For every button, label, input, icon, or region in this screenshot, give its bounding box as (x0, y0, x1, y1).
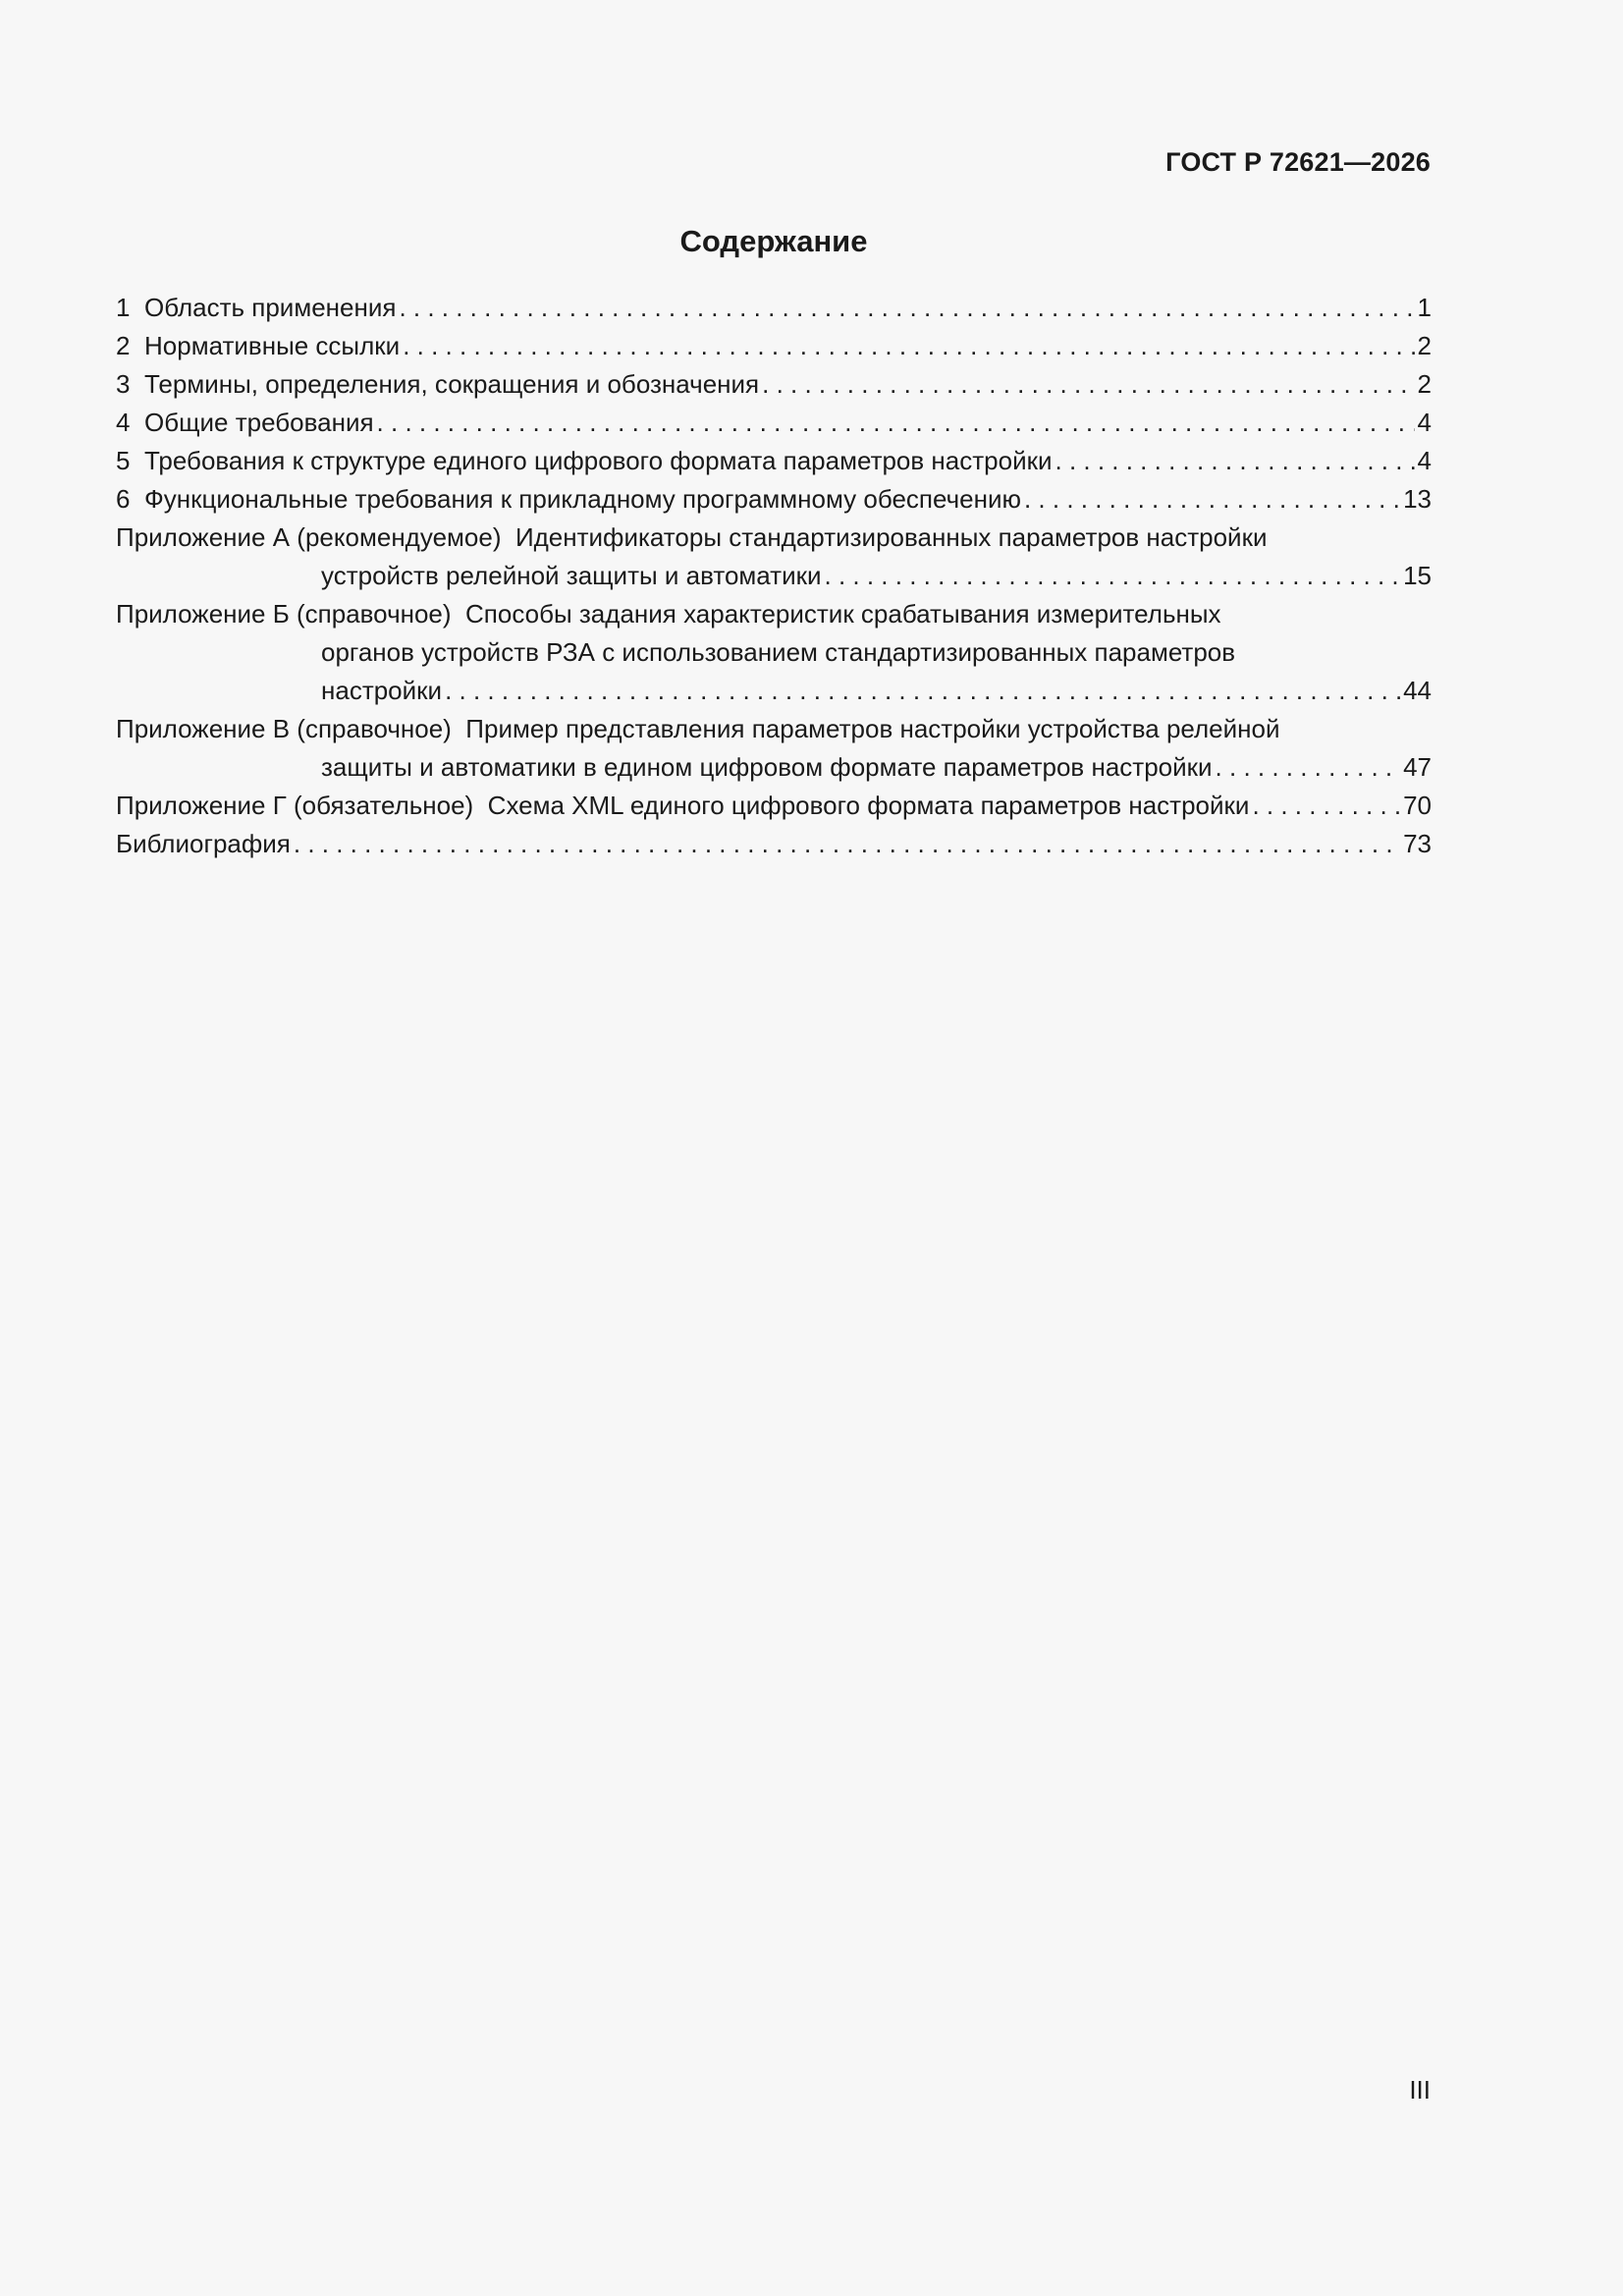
toc-item-page: 13 (1403, 484, 1432, 514)
toc-item[interactable] (116, 404, 1432, 442)
toc-item[interactable] (116, 480, 1432, 519)
toc-item-title: Область применения (144, 293, 397, 322)
leader-dots (377, 404, 1415, 442)
toc-annex-g[interactable] (116, 787, 1432, 825)
annex-label: Приложение А (рекомендуемое) (116, 522, 502, 552)
toc-item-title: Общие требования (144, 408, 374, 437)
toc-item[interactable] (116, 327, 1432, 365)
toc-item-title: Термины, определения, сокращения и обозначения (144, 369, 760, 399)
toc-annex-v[interactable] (116, 710, 1432, 787)
annex-label: Приложение В (справочное) (116, 714, 452, 743)
toc-item-page: 44 (1403, 676, 1432, 705)
leader-dots (1252, 787, 1400, 825)
leader-dots (403, 327, 1414, 365)
toc-item[interactable] (116, 289, 1432, 327)
leader-dots (1055, 442, 1415, 480)
toc-item-title: Нормативные ссылки (144, 331, 401, 360)
annex-title-line: Схема XML единого цифрового формата параметров настройки (487, 791, 1250, 820)
toc-annex-b[interactable] (116, 595, 1432, 710)
toc-item-number: 4 (116, 408, 131, 437)
toc-item-page: 4 (1417, 408, 1432, 437)
annex-title-line: Способы задания характеристик срабатывания измерительных (465, 599, 1221, 629)
toc-item-number: 6 (116, 484, 131, 514)
toc-item-page: 15 (1403, 561, 1432, 590)
annex-title-line: устройств релейной защиты и автоматики (321, 561, 822, 590)
annex-title-line: защиты и автоматики в едином цифровом формате параметров настройки (321, 752, 1213, 782)
toc-item-page: 4 (1417, 446, 1432, 475)
toc-bibliography[interactable] (116, 825, 1432, 863)
page-number: III (1409, 2075, 1431, 2105)
toc-item-page: 1 (1417, 293, 1432, 322)
toc-annex-a[interactable] (116, 519, 1432, 595)
annex-label: Приложение Г (обязательное) (116, 791, 474, 820)
toc-item[interactable] (116, 442, 1432, 480)
toc-item-page: 47 (1403, 752, 1432, 782)
toc-item-title: Требования к структуре единого цифрового формата параметров настройки (144, 446, 1053, 475)
toc-item-page: 2 (1417, 331, 1432, 360)
toc-item-page: 2 (1417, 369, 1432, 399)
table-of-contents (116, 289, 1432, 863)
leader-dots (294, 825, 1400, 863)
toc-item-title: Функциональные требования к прикладному программному обеспечению (144, 484, 1021, 514)
leader-dots (825, 557, 1401, 595)
toc-item-number: 5 (116, 446, 131, 475)
leader-dots (445, 672, 1400, 710)
annex-title-line: настройки (321, 676, 443, 705)
annex-title-line: Пример представления параметров настройки устройства релейной (465, 714, 1280, 743)
document-standard-id: ГОСТ Р 72621—2026 (1165, 147, 1431, 177)
toc-item-number: 1 (116, 293, 131, 322)
toc-item-page: 70 (1403, 791, 1432, 820)
annex-title-line: Идентификаторы стандартизированных параметров настройки (514, 522, 1268, 552)
toc-item-title: Библиография (116, 829, 291, 858)
annex-title-line: органов устройств РЗА с использованием стандартизированных параметров (321, 637, 1236, 667)
toc-title: Содержание (679, 224, 868, 258)
toc-item-number: 2 (116, 331, 131, 360)
toc-item-page: 73 (1403, 829, 1432, 858)
leader-dots (1216, 748, 1401, 787)
leader-dots (762, 365, 1414, 404)
leader-dots (399, 289, 1414, 327)
toc-item[interactable] (116, 365, 1432, 404)
annex-label: Приложение Б (справочное) (116, 599, 452, 629)
toc-item-number: 3 (116, 369, 131, 399)
leader-dots (1024, 480, 1400, 519)
